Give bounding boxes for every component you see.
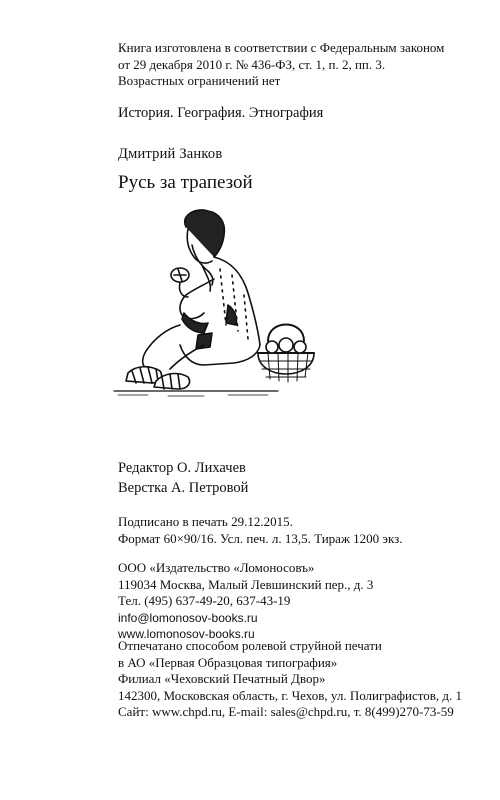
editor-credit: Редактор О. Лихачев xyxy=(118,460,246,476)
publisher-info xyxy=(118,560,373,643)
age-rating-notice xyxy=(118,40,478,90)
signed-date: Подписано в печать 29.12.2015. xyxy=(118,514,293,529)
printer-line: Сайт: www.chpd.ru, E-mail: sales@chpd.ru, т. 8(499)270-73-59 xyxy=(118,704,454,719)
legal-line: от 29 декабря 2010 г. № 436-ФЗ, ст. 1, п. 2, пп. 3. xyxy=(118,56,386,72)
printer-line: в АО «Первая Образцовая типография» xyxy=(118,654,338,670)
staff-credits xyxy=(118,458,248,498)
print-details xyxy=(118,514,403,547)
legal-line: Возрастных ограничений нет xyxy=(118,73,281,88)
format-details: Формат 60×90/16. Усл. печ. л. 13,5. Тираж 1200 экз. xyxy=(118,530,403,546)
legal-line: Книга изготовлена в соответствии с Федеральным законом xyxy=(118,40,445,55)
publisher-email: info@lomonosov-books.ru xyxy=(118,610,258,625)
printer-line: Филиал «Чеховский Печатный Двор» xyxy=(118,671,326,686)
publisher-name: ООО «Издательство «Ломоносовъ» xyxy=(118,560,315,575)
layout-credit: Верстка А. Петровой xyxy=(118,480,249,496)
publisher-website: www.lomonosov-books.ru xyxy=(118,627,255,641)
publisher-address: 119034 Москва, Малый Левшинский пер., д. 3 xyxy=(118,576,374,592)
peasant-eating-bread-illustration xyxy=(108,205,323,405)
printer-info xyxy=(118,638,462,721)
book-title: Русь за трапезой xyxy=(118,172,253,193)
printer-line: 142300, Московская область, г. Чехов, ул. Полиграфистов, д. 1 xyxy=(118,687,463,703)
printer-line: Отпечатано способом ролевой струйной печати xyxy=(118,638,382,653)
series-heading: История. География. Этнография xyxy=(118,105,324,121)
publisher-phone: Тел. (495) 637-49-20, 637-43-19 xyxy=(118,593,291,608)
author-name: Дмитрий Занков xyxy=(118,146,223,162)
